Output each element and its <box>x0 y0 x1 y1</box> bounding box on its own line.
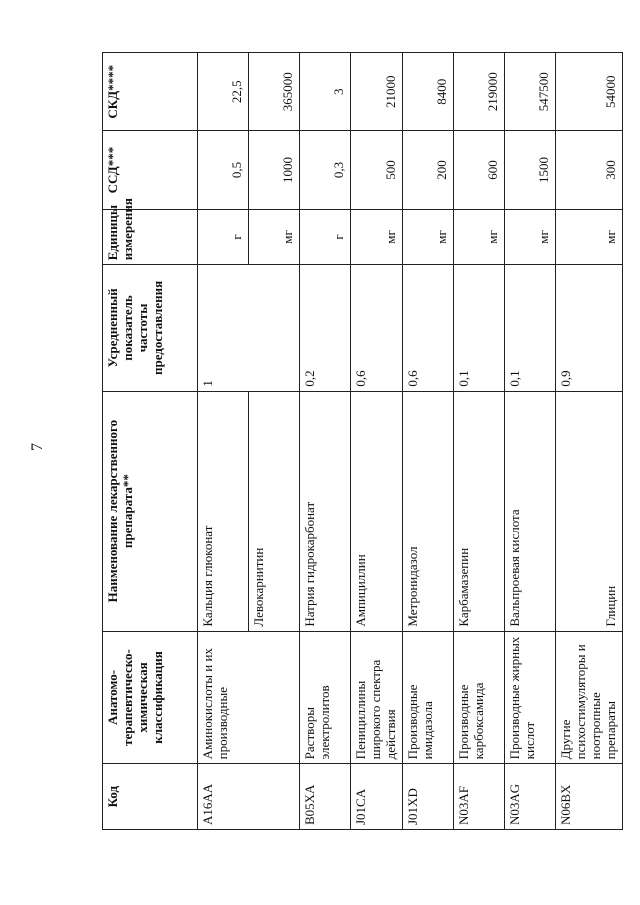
cell-code: J01CA <box>351 764 403 830</box>
cell-unit: г <box>300 209 351 265</box>
table-header-row <box>103 53 198 830</box>
cell-freq: 0,2 <box>300 265 351 391</box>
cell-drug-name: Левокарнитин <box>249 391 300 631</box>
table-row <box>504 53 555 830</box>
cell-freq: 0,1 <box>453 265 504 391</box>
cell-atc: Аминокислоты и их производные <box>198 631 300 764</box>
cell-atc: Пенициллины широкого спектра действия <box>351 631 403 764</box>
table-rotation-frame <box>102 52 618 830</box>
cell-skd: 22,5 <box>198 53 249 131</box>
table-row <box>555 53 622 830</box>
drug-table <box>102 52 623 830</box>
cell-freq: 0,9 <box>555 265 622 391</box>
cell-ssd: 1000 <box>249 131 300 209</box>
table-row <box>351 53 403 830</box>
header-ssd: ССД*** <box>103 131 198 209</box>
table-row <box>300 53 351 830</box>
cell-ssd: 200 <box>402 131 453 209</box>
header-skd: СКД**** <box>103 53 198 131</box>
cell-ssd: 1500 <box>504 131 555 209</box>
cell-unit: мг <box>249 209 300 265</box>
cell-atc: Растворы электролитов <box>300 631 351 764</box>
cell-code: N03AG <box>504 764 555 830</box>
cell-skd: 3 <box>300 53 351 131</box>
cell-atc: Другие психостимуляторы и ноотропные препараты <box>555 631 622 764</box>
cell-drug-name: Метронидазол <box>402 391 453 631</box>
table-row <box>198 53 249 830</box>
cell-skd: 365000 <box>249 53 300 131</box>
cell-ssd: 600 <box>453 131 504 209</box>
cell-unit: мг <box>351 209 403 265</box>
cell-unit: мг <box>504 209 555 265</box>
cell-drug-name: Ампициллин <box>351 391 403 631</box>
cell-drug-name: Натрия гидрокарбонат <box>300 391 351 631</box>
cell-freq: 0,6 <box>402 265 453 391</box>
cell-code: A16AA <box>198 764 300 830</box>
cell-unit: мг <box>555 209 622 265</box>
header-atc: Анатомо-терапевтическо-химическая классификация <box>103 631 198 764</box>
cell-drug-name: Кальция глюконат <box>198 391 249 631</box>
table-row <box>402 53 453 830</box>
header-name: Наименование лекарственного препарата** <box>103 391 198 631</box>
cell-code: J01XD <box>402 764 453 830</box>
cell-ssd: 0,5 <box>198 131 249 209</box>
cell-freq: 0,1 <box>504 265 555 391</box>
cell-unit: мг <box>402 209 453 265</box>
header-code: Код <box>103 764 198 830</box>
cell-code: N03AF <box>453 764 504 830</box>
cell-atc: Производные карбоксамида <box>453 631 504 764</box>
cell-freq: 1 <box>198 265 300 391</box>
cell-drug-name: Карбамазепин <box>453 391 504 631</box>
cell-skd: 21000 <box>351 53 403 131</box>
header-freq: Усредненный показатель частоты предоставления <box>103 265 198 391</box>
cell-ssd: 500 <box>351 131 403 209</box>
cell-freq: 0,6 <box>351 265 403 391</box>
cell-skd: 8400 <box>402 53 453 131</box>
table-container <box>102 52 618 830</box>
cell-atc: Производные жирных кислот <box>504 631 555 764</box>
table-row <box>453 53 504 830</box>
cell-code: B05XA <box>300 764 351 830</box>
header-unit: Единицы измерения <box>103 209 198 265</box>
cell-ssd: 0,3 <box>300 131 351 209</box>
cell-ssd: 300 <box>555 131 622 209</box>
cell-code: N06BX <box>555 764 622 830</box>
page-number: 7 <box>29 443 46 451</box>
cell-skd: 219000 <box>453 53 504 131</box>
cell-drug-name: Вальпроевая кислота <box>504 391 555 631</box>
cell-skd: 54000 <box>555 53 622 131</box>
cell-unit: мг <box>453 209 504 265</box>
cell-skd: 547500 <box>504 53 555 131</box>
cell-unit: г <box>198 209 249 265</box>
cell-drug-name: Глицин <box>555 391 622 631</box>
cell-atc: Производные имидазола <box>402 631 453 764</box>
